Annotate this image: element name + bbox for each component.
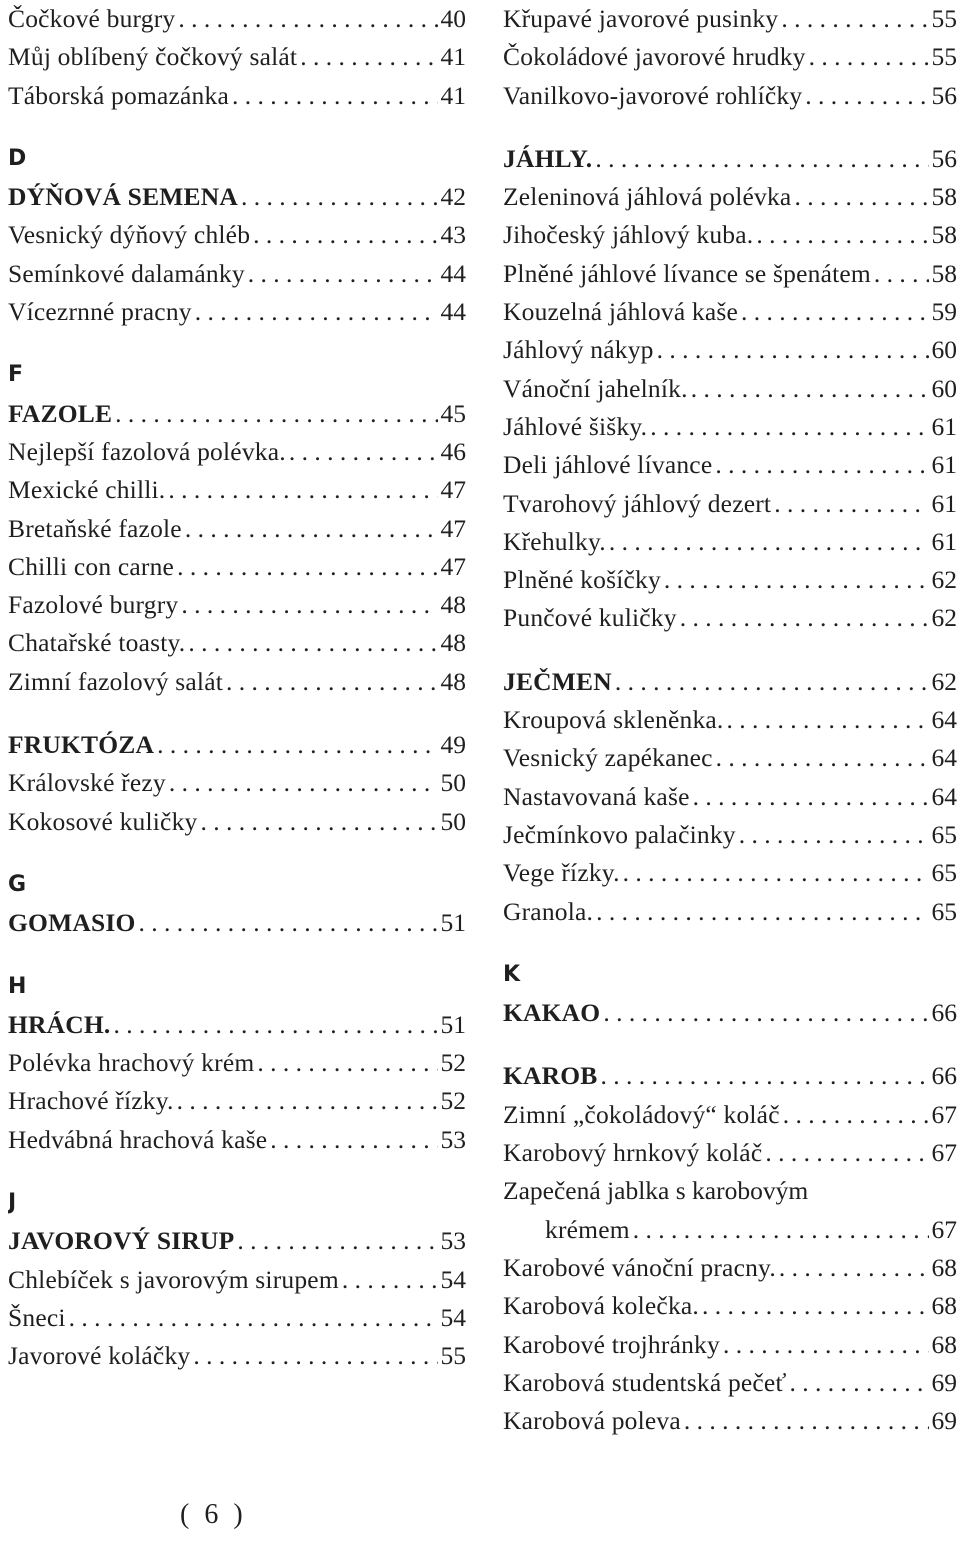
entry-title: Granola. xyxy=(503,896,594,926)
index-entry xyxy=(503,893,957,931)
section-letter: D xyxy=(8,145,27,171)
index-group-heading xyxy=(503,1057,957,1095)
entry-page-number: 66 xyxy=(931,998,957,1028)
dot-leader xyxy=(713,739,929,777)
entry-title: HRÁCH. xyxy=(8,1009,111,1039)
entry-title: Plněné jáhlové lívance se špenátem xyxy=(503,258,871,288)
entry-title: Zapečená jablka s karobovým xyxy=(503,1176,809,1206)
index-entry xyxy=(8,1044,466,1082)
index-entry xyxy=(8,624,466,662)
entry-page-number: 47 xyxy=(440,551,466,581)
index-entry xyxy=(8,1082,466,1120)
entry-title: Vesnický zapékanec xyxy=(503,743,713,773)
entry-title: Fazolové burgry xyxy=(8,590,179,620)
entry-title: GOMASIO xyxy=(8,908,136,938)
index-entry xyxy=(503,293,957,331)
index-entry xyxy=(503,178,957,216)
index-column-right xyxy=(503,0,957,1440)
entry-page-number: 50 xyxy=(440,806,466,836)
entry-page-number: 47 xyxy=(440,513,466,543)
index-entry xyxy=(503,599,957,637)
dot-leader xyxy=(720,1326,929,1364)
entry-title: Semínkové dalamánky xyxy=(8,258,245,288)
dot-leader xyxy=(339,1261,438,1299)
dot-leader xyxy=(297,38,438,76)
entry-page-number: 67 xyxy=(931,1099,957,1129)
index-entry xyxy=(8,293,466,331)
index-entry xyxy=(8,471,466,509)
dot-leader xyxy=(762,1134,929,1172)
index-entry xyxy=(503,854,957,892)
dot-leader xyxy=(661,561,929,599)
index-entry xyxy=(503,1211,957,1249)
index-entry xyxy=(503,0,957,38)
entry-title: Chilli con carne xyxy=(8,551,175,581)
dot-leader xyxy=(612,663,929,701)
entry-page-number: 56 xyxy=(931,143,957,173)
index-entry xyxy=(8,1337,466,1375)
entry-page-number: 62 xyxy=(931,603,957,633)
dot-leader xyxy=(178,586,438,624)
dot-leader xyxy=(190,1337,438,1375)
entry-page-number: 64 xyxy=(931,705,957,735)
entry-title: Můj oblíbený čočkový salát xyxy=(8,42,298,72)
entry-title: Čokoládové javorové hrudky xyxy=(503,42,806,72)
index-entry xyxy=(8,663,466,701)
entry-title: Karobový hrnkový koláč xyxy=(503,1138,763,1168)
entry-page-number: 62 xyxy=(931,565,957,595)
entry-page-number: 68 xyxy=(931,1291,957,1321)
index-group-heading xyxy=(8,1006,466,1044)
dot-leader xyxy=(229,77,438,115)
dot-leader xyxy=(654,331,929,369)
entry-title: KAROB xyxy=(503,1061,598,1091)
dot-leader xyxy=(267,1121,438,1159)
index-entry xyxy=(503,739,957,777)
index-group-heading xyxy=(503,663,957,701)
dot-leader xyxy=(791,178,929,216)
entry-title: Křehulky. xyxy=(503,526,606,556)
index-entry xyxy=(503,1364,957,1402)
dot-leader xyxy=(154,726,438,764)
entry-title: Táborská pomazánka xyxy=(8,80,229,110)
index-entry xyxy=(503,1249,957,1287)
index-entry xyxy=(503,38,957,76)
entry-title: Mexické chilli. xyxy=(8,475,166,505)
entry-page-number: 51 xyxy=(440,908,466,938)
index-entry xyxy=(8,1261,466,1299)
index-group-heading xyxy=(503,994,957,1032)
entry-page-number: 60 xyxy=(931,335,957,365)
entry-title: Zimní „čokoládový“ koláč xyxy=(503,1099,780,1129)
entry-title: Kroupová skleněnka. xyxy=(503,705,724,735)
entry-page-number: 45 xyxy=(440,398,466,428)
entry-page-number: 54 xyxy=(440,1302,466,1332)
entry-title: Karobová poleva xyxy=(503,1406,681,1436)
entry-title: Karobová kolečka. xyxy=(503,1291,699,1321)
entry-title: Vanilkovo-javorové rohlíčky xyxy=(503,80,803,110)
dot-leader xyxy=(681,1402,929,1440)
entry-title: Karobové trojhránky xyxy=(503,1329,720,1359)
index-entry xyxy=(503,1287,957,1325)
index-entry xyxy=(503,1402,957,1440)
index-entry xyxy=(503,523,957,561)
dot-leader xyxy=(738,293,929,331)
section-letter: G xyxy=(8,871,27,897)
dot-leader xyxy=(66,1299,438,1337)
entry-page-number: 68 xyxy=(931,1329,957,1359)
entry-page-number: 54 xyxy=(440,1264,466,1294)
dot-leader xyxy=(780,1096,929,1134)
entry-title: Polévka hrachový krém xyxy=(8,1048,255,1078)
index-entry xyxy=(8,0,466,38)
index-entry xyxy=(503,1134,957,1172)
entry-page-number: 58 xyxy=(931,258,957,288)
entry-page-number: 60 xyxy=(931,373,957,403)
entry-title: Čočkové burgry xyxy=(8,4,176,33)
entry-page-number: 41 xyxy=(440,80,466,110)
index-entry xyxy=(503,255,957,293)
index-entry xyxy=(503,77,957,115)
dot-leader xyxy=(166,764,438,802)
entry-title: Chatařské toasty. xyxy=(8,628,186,658)
index-group-heading xyxy=(8,1222,466,1260)
entry-page-number: 56 xyxy=(931,80,957,110)
entry-title: Jáhlové šišky. xyxy=(503,411,648,441)
dot-leader xyxy=(736,816,929,854)
entry-page-number: 64 xyxy=(931,781,957,811)
entry-title: Karobové vánoční pracny. xyxy=(503,1252,776,1282)
entry-page-number: 52 xyxy=(440,1086,466,1116)
dot-leader xyxy=(165,471,438,509)
entry-page-number: 61 xyxy=(931,526,957,556)
dot-leader xyxy=(647,408,929,446)
dot-leader xyxy=(286,433,438,471)
entry-title: Zimní fazolový salát xyxy=(8,666,224,696)
index-entry xyxy=(503,1326,957,1364)
dot-leader xyxy=(606,523,929,561)
entry-page-number: 42 xyxy=(440,182,466,212)
dot-leader xyxy=(223,663,438,701)
dot-leader xyxy=(806,38,929,76)
entry-title: DÝŇOVÁ SEMENA xyxy=(8,182,238,212)
index-entry xyxy=(503,778,957,816)
entry-page-number: 55 xyxy=(931,42,957,72)
entry-title: Javorové koláčky xyxy=(8,1341,191,1371)
entry-page-number: 50 xyxy=(440,768,466,798)
entry-page-number: 61 xyxy=(931,450,957,480)
dot-leader xyxy=(802,77,929,115)
index-entry xyxy=(503,701,957,739)
entry-page-number: 46 xyxy=(440,436,466,466)
entry-page-number: 40 xyxy=(440,4,466,33)
dot-leader xyxy=(245,255,438,293)
entry-page-number: 41 xyxy=(440,42,466,72)
dot-leader xyxy=(112,395,438,433)
dot-leader xyxy=(699,1287,929,1325)
index-entry xyxy=(8,433,466,471)
entry-title: Kouzelná jáhlová kaše xyxy=(503,297,739,327)
section-letter: F xyxy=(8,362,24,388)
dot-leader xyxy=(238,178,438,216)
entry-title: Hedvábná hrachová kaše xyxy=(8,1124,268,1154)
index-entry xyxy=(503,331,957,369)
dot-leader xyxy=(175,0,438,38)
entry-page-number: 43 xyxy=(440,220,466,250)
entry-page-number: 58 xyxy=(931,220,957,250)
index-entry xyxy=(8,510,466,548)
entry-page-number: 61 xyxy=(931,411,957,441)
entry-title: JAVOROVÝ SIRUP xyxy=(8,1226,235,1256)
index-entry xyxy=(503,370,957,408)
entry-page-number: 59 xyxy=(931,297,957,327)
entry-title: Plněné košíčky xyxy=(503,565,661,595)
entry-page-number: 69 xyxy=(931,1406,957,1436)
entry-page-number: 55 xyxy=(931,4,957,33)
entry-title: Vesnický dýňový chléb xyxy=(8,220,251,250)
index-entry xyxy=(8,216,466,254)
entry-page-number: 53 xyxy=(440,1226,466,1256)
entry-title: Karobová studentská pečeť xyxy=(503,1367,787,1397)
index-column-left xyxy=(8,0,466,1376)
entry-title: Královské řezy xyxy=(8,768,166,798)
entry-title: Vánoční jahelník. xyxy=(503,373,688,403)
index-entry xyxy=(503,408,957,446)
index-entry xyxy=(8,764,466,802)
entry-title: Ječmínkovo palačinky xyxy=(503,819,736,849)
entry-page-number: 65 xyxy=(931,819,957,849)
entry-title: Deli jáhlové lívance xyxy=(503,450,713,480)
index-entry xyxy=(503,816,957,854)
index-entry xyxy=(503,216,957,254)
section-letter: H xyxy=(8,973,27,999)
entry-page-number: 47 xyxy=(440,475,466,505)
entry-title: Jihočeský jáhlový kuba. xyxy=(503,220,754,250)
index-group-heading xyxy=(8,904,466,942)
entry-page-number: 52 xyxy=(440,1048,466,1078)
entry-title: FRUKTÓZA xyxy=(8,730,155,760)
index-entry xyxy=(8,1299,466,1337)
dot-leader xyxy=(871,255,929,293)
entry-page-number: 65 xyxy=(931,858,957,888)
entry-page-number: 67 xyxy=(931,1138,957,1168)
entry-title: Jáhlový nákyp xyxy=(503,335,654,365)
entry-page-number: 53 xyxy=(440,1124,466,1154)
entry-page-number: 65 xyxy=(931,896,957,926)
entry-page-number: 58 xyxy=(931,182,957,212)
entry-page-number: 61 xyxy=(931,488,957,518)
dot-leader xyxy=(592,140,929,178)
dot-leader xyxy=(182,510,438,548)
dot-leader xyxy=(776,1249,929,1287)
section-letter: K xyxy=(503,961,521,987)
dot-leader xyxy=(778,0,929,38)
dot-leader xyxy=(690,778,929,816)
index-entry xyxy=(8,255,466,293)
index-entry xyxy=(8,803,466,841)
dot-leader xyxy=(753,216,929,254)
index-group-heading xyxy=(8,726,466,764)
entry-title: Křupavé javorové pusinky xyxy=(503,4,779,33)
dot-leader xyxy=(593,893,929,931)
entry-page-number: 67 xyxy=(931,1214,957,1244)
section-letter: J xyxy=(8,1190,17,1216)
index-entry xyxy=(503,485,957,523)
entry-page-number: 48 xyxy=(440,590,466,620)
dot-leader xyxy=(677,599,929,637)
dot-leader xyxy=(254,1044,438,1082)
entry-page-number: 44 xyxy=(440,258,466,288)
index-group-heading xyxy=(503,140,957,178)
dot-leader xyxy=(688,370,929,408)
index-entry xyxy=(503,446,957,484)
entry-title: Šneci xyxy=(8,1302,66,1332)
dot-leader xyxy=(111,1006,439,1044)
dot-leader xyxy=(174,548,438,586)
entry-page-number: 55 xyxy=(440,1341,466,1371)
entry-page-number: 69 xyxy=(931,1367,957,1397)
dot-leader xyxy=(724,701,930,739)
dot-leader xyxy=(250,216,438,254)
dot-leader xyxy=(192,293,438,331)
index-entry xyxy=(8,548,466,586)
entry-page-number: 66 xyxy=(931,1061,957,1091)
dot-leader xyxy=(787,1364,929,1402)
entry-page-number: 62 xyxy=(931,666,957,696)
dot-leader xyxy=(620,854,929,892)
dot-leader xyxy=(712,446,929,484)
dot-leader xyxy=(197,803,438,841)
entry-title: Hrachové řízky. xyxy=(8,1086,174,1116)
entry-title: Tvarohový jáhlový dezert xyxy=(503,488,772,518)
index-entry xyxy=(8,77,466,115)
entry-page-number: 51 xyxy=(440,1009,466,1039)
dot-leader xyxy=(600,994,929,1032)
entry-page-number: 49 xyxy=(440,730,466,760)
entry-title: JEČMEN xyxy=(503,666,612,696)
index-entry xyxy=(503,1096,957,1134)
entry-title: Chlebíček s javorovým sirupem xyxy=(8,1264,339,1294)
index-entry xyxy=(8,1121,466,1159)
entry-page-number: 64 xyxy=(931,743,957,773)
dot-leader xyxy=(185,624,438,662)
entry-title: FAZOLE xyxy=(8,398,113,428)
index-group-heading xyxy=(8,178,466,216)
page-number: ( 6 ) xyxy=(180,1499,247,1530)
entry-page-number: 44 xyxy=(440,297,466,327)
entry-title: Vege řízky. xyxy=(503,858,620,888)
entry-title: Nastavovaná kaše xyxy=(503,781,690,811)
index-entry xyxy=(503,561,957,599)
dot-leader xyxy=(136,904,439,942)
dot-leader xyxy=(234,1222,438,1260)
entry-page-number: 48 xyxy=(440,628,466,658)
entry-page-number: 48 xyxy=(440,666,466,696)
entry-title: Bretaňské fazole xyxy=(8,513,182,543)
entry-title: Vícezrnné pracny xyxy=(8,297,192,327)
dot-leader xyxy=(598,1057,929,1095)
entry-title: JÁHLY. xyxy=(503,143,593,173)
entry-title: Punčové kuličky xyxy=(503,603,677,633)
index-group-heading xyxy=(8,395,466,433)
entry-title: krémem xyxy=(545,1214,630,1244)
dot-leader xyxy=(630,1211,929,1249)
entry-page-number: 68 xyxy=(931,1252,957,1282)
index-entry-wrapped xyxy=(503,1172,957,1210)
index-entry xyxy=(8,38,466,76)
index-entry xyxy=(8,586,466,624)
entry-title: Zeleninová jáhlová polévka xyxy=(503,182,792,212)
dot-leader xyxy=(771,485,929,523)
entry-title: Nejlepší fazolová polévka. xyxy=(8,436,286,466)
entry-title: KAKAO xyxy=(503,998,601,1028)
dot-leader xyxy=(174,1082,438,1120)
entry-title: Kokosové kuličky xyxy=(8,806,198,836)
